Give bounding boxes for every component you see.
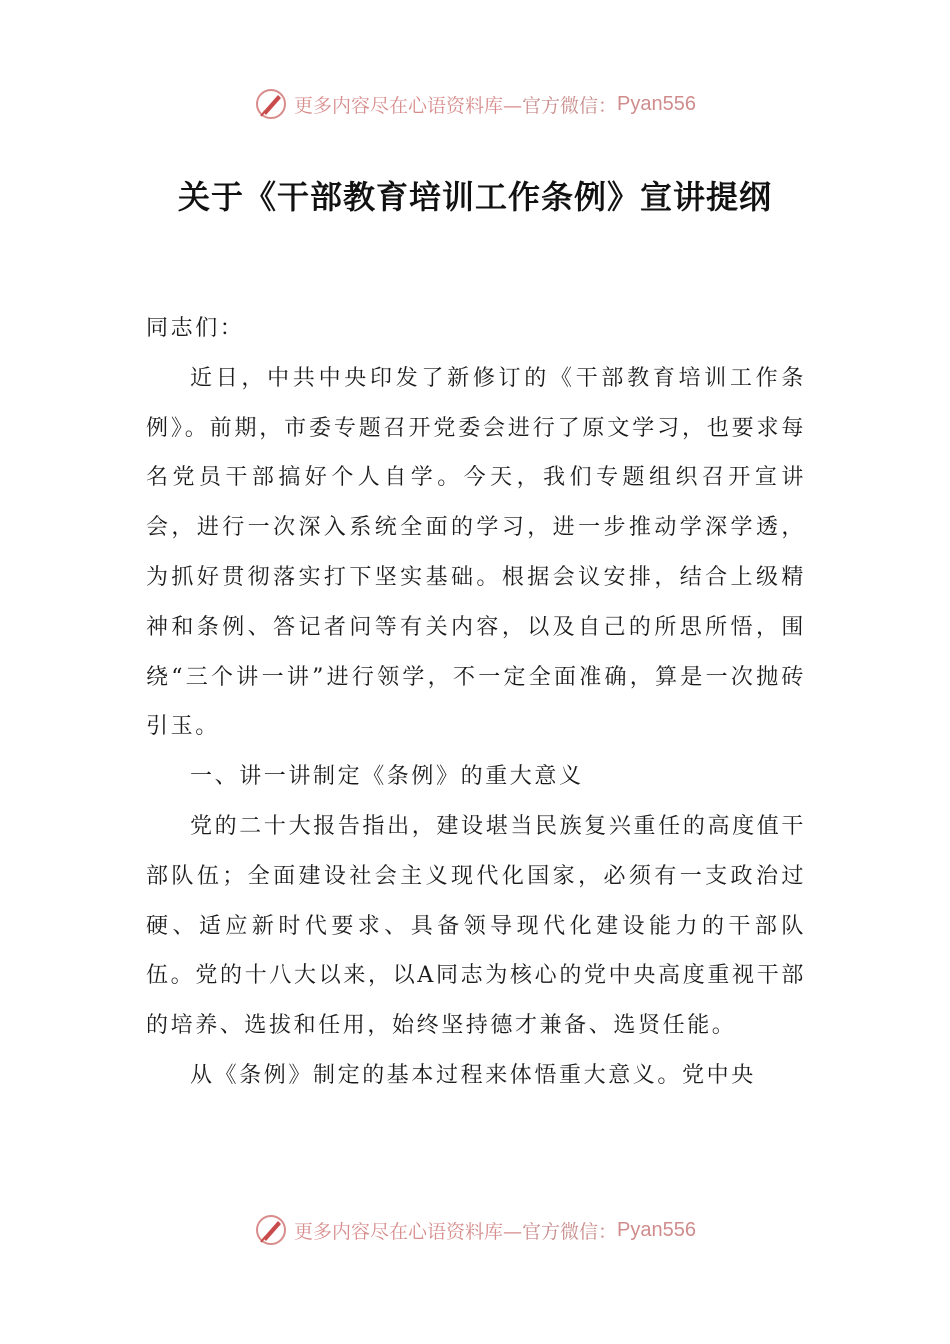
watermark-text: 更多内容尽在心语资料库—	[294, 94, 523, 117]
watermark-text: 更多内容尽在心语资料库—	[294, 1220, 523, 1243]
quill-logo-icon	[254, 1213, 288, 1247]
watermark-handle: Pyan556	[617, 92, 696, 115]
document-body	[146, 304, 806, 1101]
watermark-banner-bottom	[0, 1208, 950, 1252]
section-heading-1: 一、讲一讲制定《条例》的重大意义	[190, 764, 584, 790]
paragraph-report: 党的二十大报告指出，建设堪当民族复兴重任的高度值干部队伍；全面建设社会主义现代化国家，必须有一支政治过硬、适应新时代要求、具备领导现代化建设能力的干部队伍。党的十八大以来，以A同志为核心的党中央高度重视干部的培养、选拔和任用，始终坚持德才兼备、选贤任能。	[146, 813, 806, 1039]
paragraph-intro: 近日，中共中央印发了新修订的《干部教育培训工作条例》。前期，市委专题召开党委会进行了原文学习，也要求每名党员干部搞好个人自学。今天，我们专题组织召开宣讲会，进行一次深入系统全面的学习，进一步推动学深学透，为抓好贯彻落实打下坚实基础。根据会议安排，结合上级精神和条例、答记者问等有关内容，以及自己的所思所悟，围绕“三个讲一讲”进行领学，不一定全面准确，算是一次抛砖引玉。	[146, 365, 806, 740]
paragraph-process: 从《条例》制定的基本过程来体悟重大意义。党中央	[190, 1062, 756, 1088]
watermark-wechat-label: 官方微信：	[522, 94, 618, 117]
quill-logo-icon	[254, 87, 288, 121]
watermark-handle: Pyan556	[617, 1218, 696, 1241]
document-title: 关于《干部教育培训工作条例》宣讲提纲	[177, 178, 772, 216]
watermark-banner-top	[0, 82, 950, 126]
watermark-wechat-label: 官方微信：	[522, 1220, 618, 1243]
salutation: 同志们：	[146, 316, 245, 341]
